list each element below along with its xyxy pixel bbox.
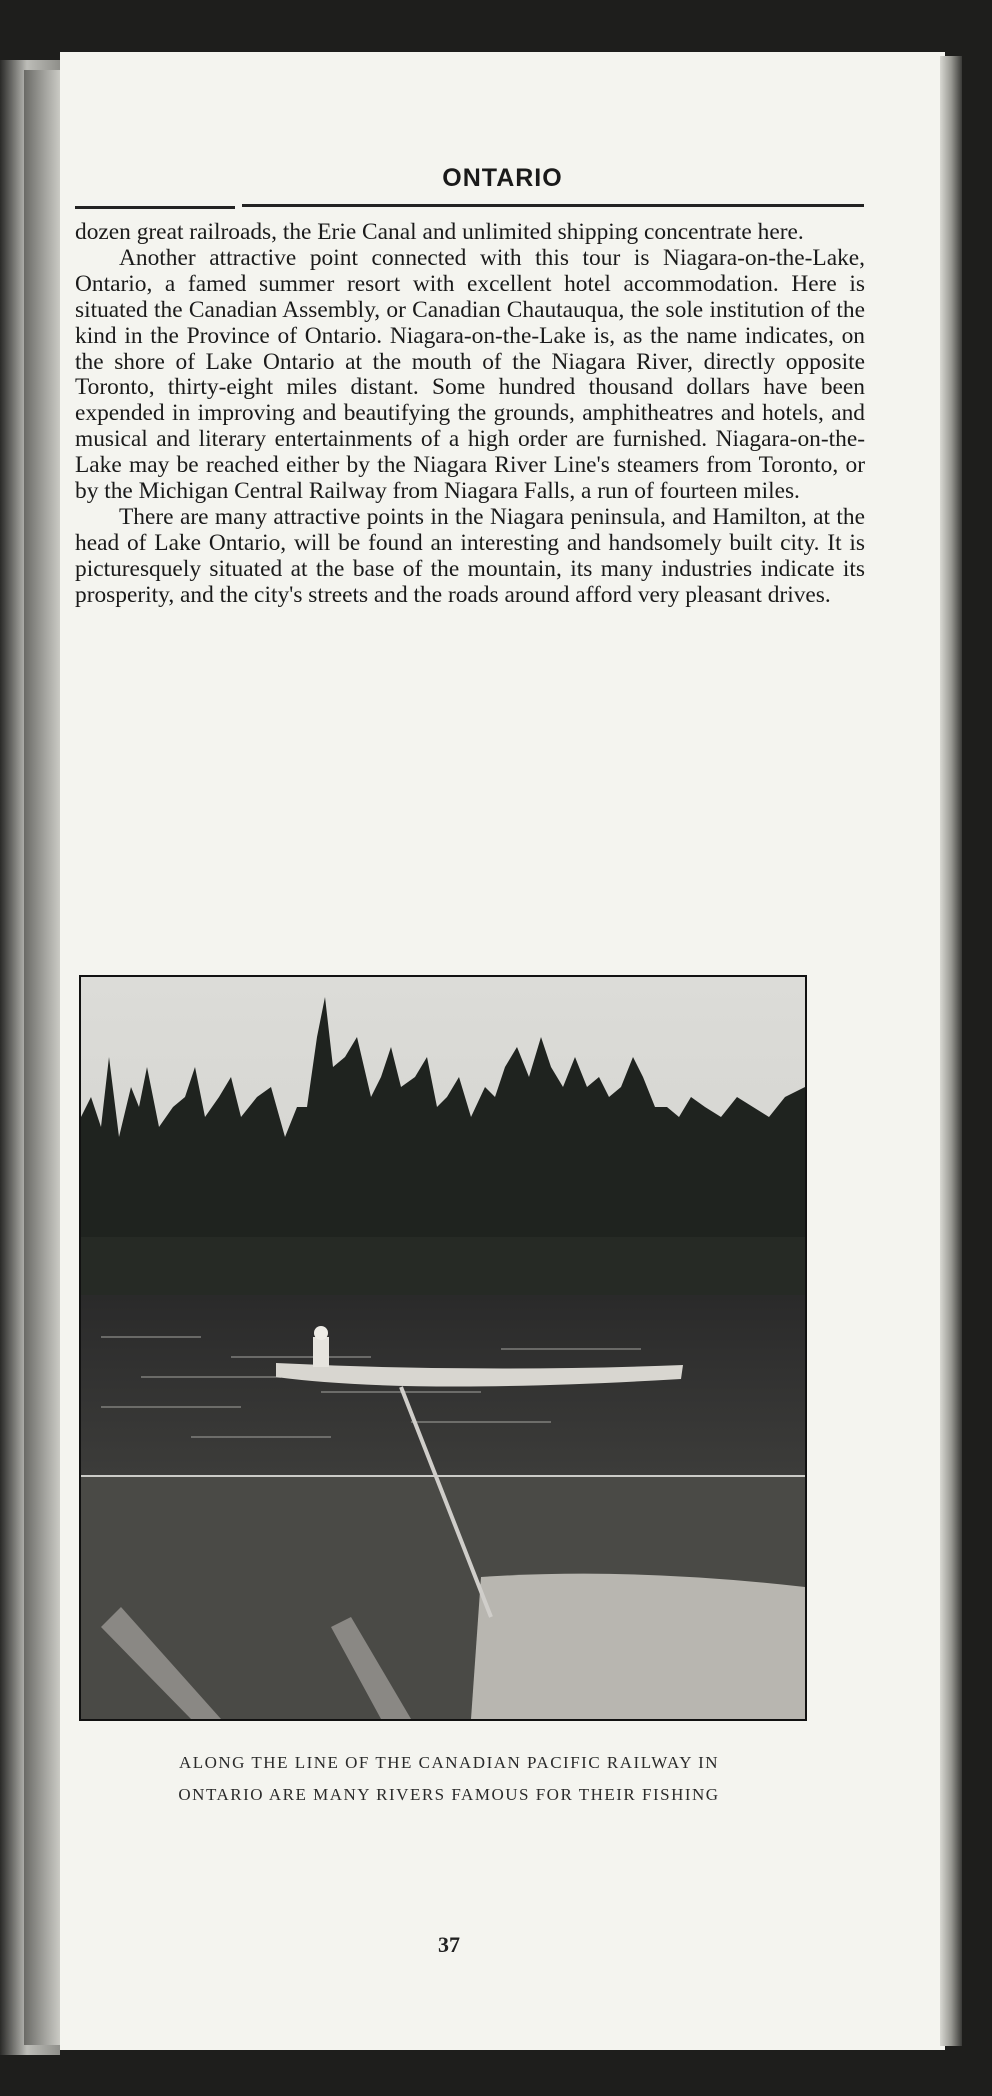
right-page-edge xyxy=(940,56,962,2046)
caption-line-1: ALONG THE LINE OF THE CANADIAN PACIFIC RAILWAY IN xyxy=(178,1753,720,1772)
header-rule-left xyxy=(75,206,235,209)
photo-caption xyxy=(60,1747,838,1811)
book-spine-shadow xyxy=(24,70,62,2045)
body-text xyxy=(75,220,865,609)
caption-line-2: ONTARIO ARE MANY RIVERS FAMOUS FOR THEIR FISHING xyxy=(178,1785,720,1804)
photograph-canoe-river xyxy=(79,975,807,1721)
running-head: ONTARIO xyxy=(442,164,563,192)
paragraph-hamilton: There are many attractive points in the Niagara peninsula, and Hamilton, at the head of Lake Ontario, will be found an interesting and handsomely built city. It is picturesquely situated at the base of the mountain, its many industries indicate its prosperity, and the city's streets and the roads around afford very pleasant drives. xyxy=(75,503,865,608)
header-rule-right xyxy=(242,204,864,207)
page-number: 37 xyxy=(438,1932,460,1957)
book-page xyxy=(60,52,945,2050)
paragraph-niagara-on-the-lake: Another attractive point connected with this tour is Niagara-on-the-Lake, Ontario, a famed summer resort with excellent hotel accommodation. Here is situated the Canadian Assembly, or Canadian Chautauqua, the sole institution of the kind in the Province of Ontario. Niagara-on-the-Lake is, as the name indicates, on the shore of Lake Ontario at the mouth of the Niagara River, directly opposite Toronto, thirty-eight miles distant. Some hundred thousand dollars have been expended in improving and beautifying the grounds, amphitheatres and hotels, and musical and literary entertainments of a high order are furnished. Niagara-on-the-Lake may be reached either by the Niagara River Line's steamers from Toronto, or by the Michigan Central Railway from Niagara Falls, a run of fourteen miles. xyxy=(75,244,865,505)
paragraph-continued: dozen great railroads, the Erie Canal and unlimited shipping concentrate here. xyxy=(75,219,804,245)
